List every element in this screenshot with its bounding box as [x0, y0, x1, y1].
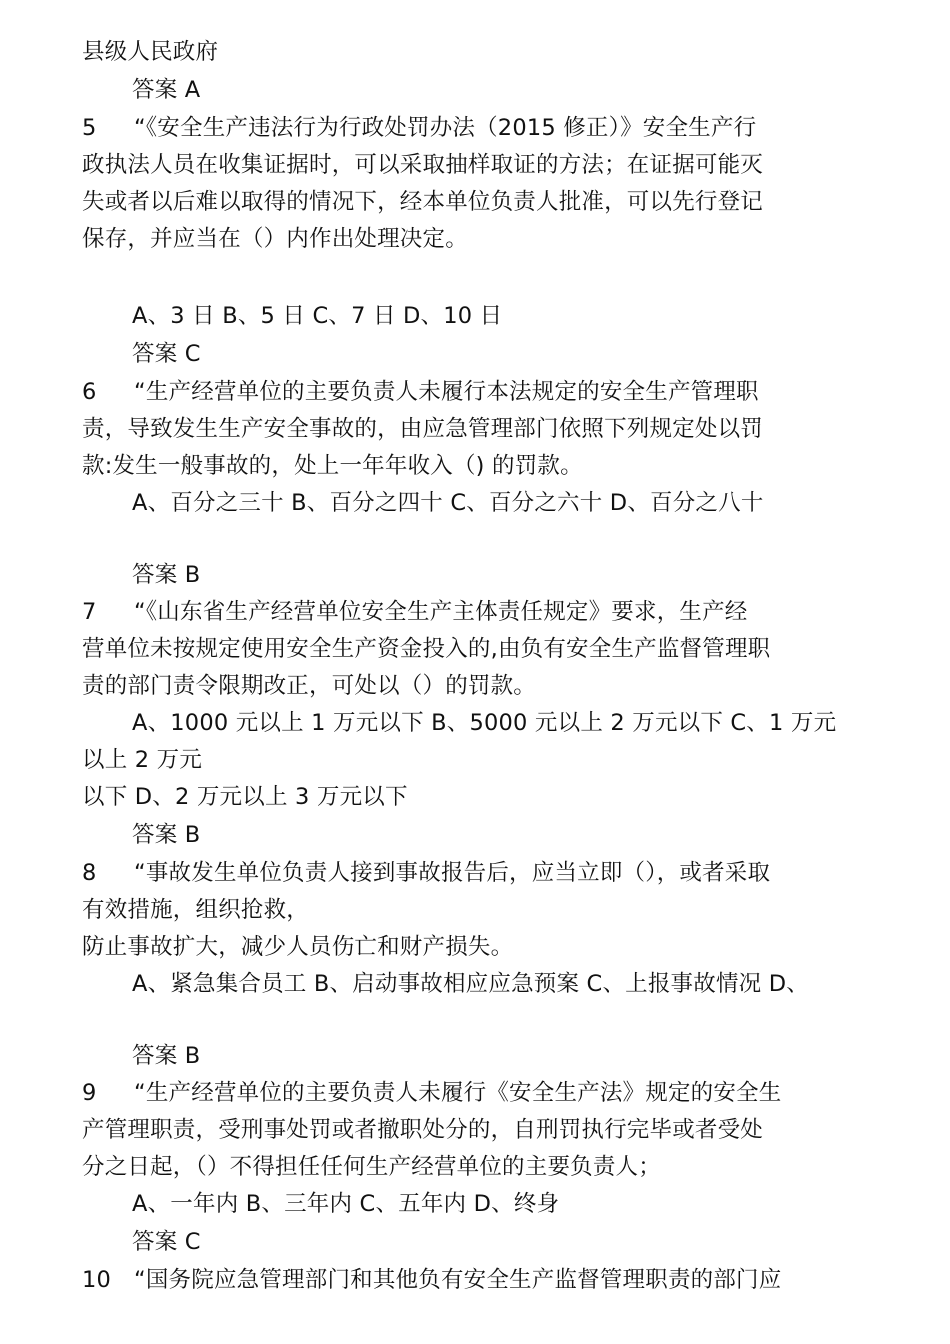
answer-line: 答案 C [132, 1229, 201, 1255]
answer-line: 答案 B [132, 1043, 201, 1069]
question-number: 10 [82, 1267, 112, 1293]
answer-line: 答案 A [132, 77, 201, 103]
text-line: 防止事故扩大，减少人员伤亡和财产损失。 [82, 934, 514, 960]
text-line: 以上 2 万元 [82, 747, 203, 773]
question-line [82, 855, 770, 892]
text-line: 失或者以后难以取得的情况下，经本单位负责人批准，可以先行登记 [82, 189, 764, 215]
question-number: 8 [82, 860, 97, 886]
text-line: 政执法人员在收集证据时，可以采取抽样取证的方法；在证据可能灭 [82, 152, 764, 178]
options-line: A、百分之三十 B、百分之四十 C、百分之六十 D、百分之八十 [132, 490, 764, 516]
text-line: 保存，并应当在（）内作出处理决定。 [82, 226, 468, 252]
options-line: A、紧急集合员工 B、启动事故相应应急预案 C、上报事故情况 D、 [132, 971, 809, 997]
question-text: “《山东省生产经营单位安全生产主体责任规定》要求，生产经 [134, 599, 748, 625]
question-text: “《安全生产违法行为行政处罚办法（2015 修正）》安全生产行 [134, 115, 757, 141]
text-line: 以下 D、2 万元以上 3 万元以下 [82, 784, 408, 810]
text-line: 有效措施，组织抢救， [82, 897, 310, 923]
question-text: “生产经营单位的主要负责人未履行《安全生产法》规定的安全生 [134, 1080, 782, 1106]
question-line [82, 594, 748, 631]
text-line: 营单位未按规定使用安全生产资金投入的,由负有安全生产监督管理职 [82, 636, 771, 662]
question-number: 7 [82, 599, 97, 625]
question-line [82, 1075, 781, 1112]
text-line: 款:发生一般事故的，处上一年年收入（) 的罚款。 [82, 453, 583, 479]
question-number: 6 [82, 379, 97, 405]
answer-line: 答案 B [132, 562, 201, 588]
answer-line: 答案 C [132, 341, 201, 367]
answer-line: 答案 B [132, 822, 201, 848]
question-line [82, 374, 759, 411]
text-line: 产管理职责，受刑事处罚或者撤职处分的，自刑罚执行完毕或者受处 [82, 1117, 764, 1143]
text-line: 分之日起，（）不得担任任何生产经营单位的主要负责人； [82, 1154, 661, 1180]
options-line: A、1000 元以上 1 万元以下 B、5000 元以上 2 万元以下 C、1 万元 [132, 710, 837, 736]
text-line: 责，导致发生生产安全事故的，由应急管理部门依照下列规定处以罚 [82, 416, 764, 442]
question-text: “事故发生单位负责人接到事故报告后，应当立即（），或者采取 [134, 860, 771, 886]
text-line: 责的部门责令限期改正，可处以（）的罚款。 [82, 673, 537, 699]
question-number: 9 [82, 1080, 97, 1106]
text-line: 县级人民政府 [82, 39, 219, 65]
question-number: 5 [82, 115, 97, 141]
options-line: A、一年内 B、三年内 C、五年内 D、终身 [132, 1191, 560, 1217]
question-line [82, 110, 756, 147]
question-line [82, 1262, 781, 1299]
question-text: “国务院应急管理部门和其他负有安全生产监督管理职责的部门应 [134, 1267, 782, 1293]
options-line: A、3 日 B、5 日 C、7 日 D、10 日 [132, 303, 503, 329]
question-text: “生产经营单位的主要负责人未履行本法规定的安全生产管理职 [134, 379, 759, 405]
